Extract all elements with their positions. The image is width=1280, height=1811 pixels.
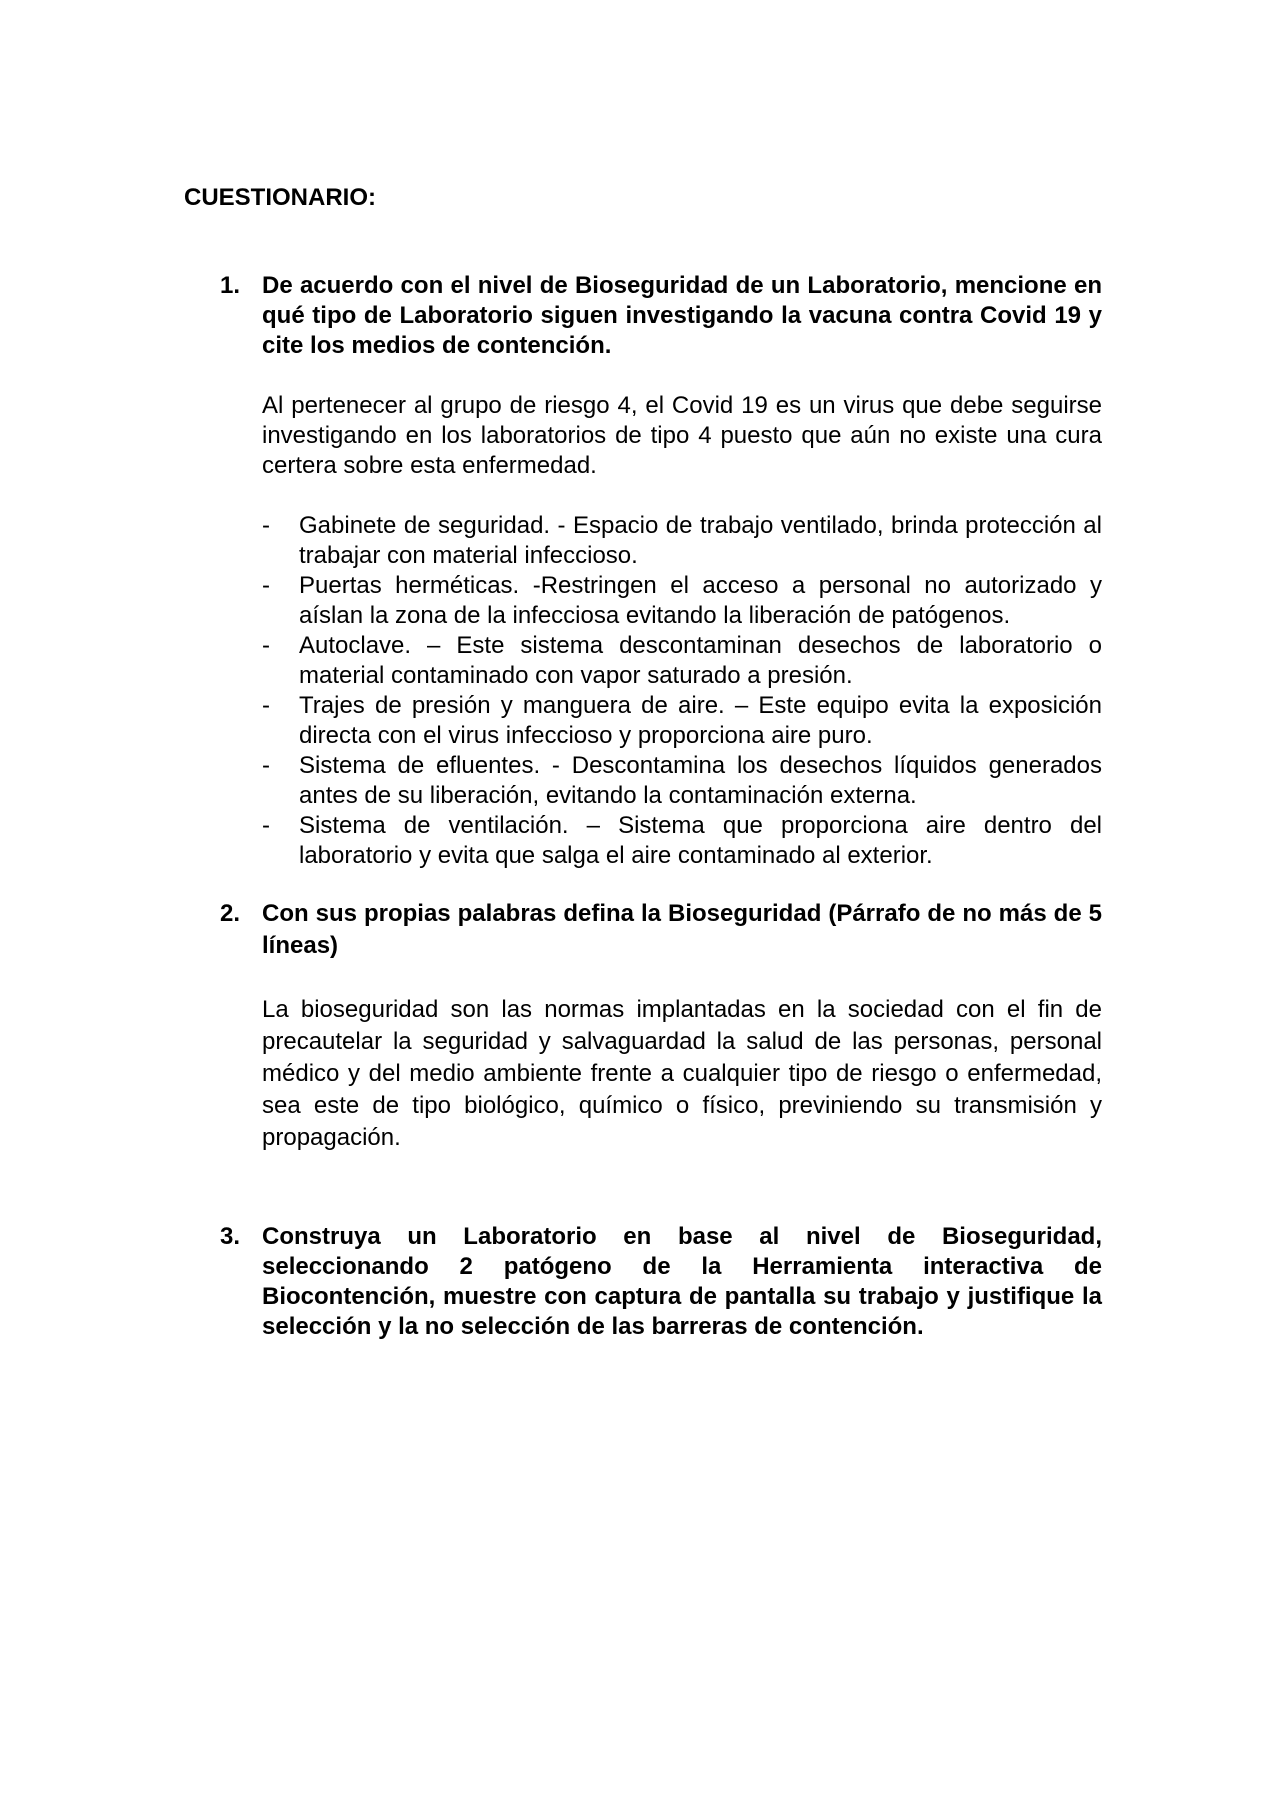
question-3 [220,1222,1102,1342]
list-item-text: Sistema de ventilación. – Sistema que proporciona aire dentro del laboratorio y evita que salga el aire contaminado al exterior. [299,812,1102,869]
question-1-answer: Al pertenecer al grupo de riesgo 4, el Covid 19 es un virus que debe seguirse investigando en los laboratorios de tipo 4 puesto que aún no existe una cura certera sobre esta enfermedad. [262,392,1102,479]
list-item [262,691,1102,751]
bullet-dash: - [262,692,270,719]
list-item-text: Sistema de efluentes. - Descontamina los desechos líquidos generados antes de su liberación, evitando la contaminación externa. [299,752,1102,809]
list-item-text: Gabinete de seguridad. - Espacio de trabajo ventilado, brinda protección al trabajar con material infeccioso. [299,512,1102,569]
bullet-dash: - [262,752,270,779]
list-item [262,571,1102,631]
question-1 [220,271,1102,871]
question-2-text: Con sus propias palabras defina la Bioseguridad (Párrafo de no más de 5 líneas) [262,900,1102,959]
list-item-text: Trajes de presión y manguera de aire. – Este equipo evita la exposición directa con el virus infeccioso y proporciona aire puro. [299,692,1102,749]
bullet-dash: - [262,632,270,659]
question-2-answer: La bioseguridad son las normas implantadas en la sociedad con el fin de precautelar la seguridad y salvaguardad la salud de las personas, personal médico y del medio ambiente frente a cualquier tipo de riesgo o enfermedad, sea este de tipo biológico, químico o físico, previniendo su transmisión y propagación. [262,996,1102,1151]
question-1-title [220,271,1102,361]
bullet-dash: - [262,512,270,539]
question-2-title [220,898,1102,962]
question-3-number: 3. [220,1223,241,1250]
question-2 [220,898,1102,1154]
containment-list [220,511,1102,871]
question-2-number: 2. [220,900,241,927]
question-1-text: De acuerdo con el nivel de Bioseguridad de un Laboratorio, mencione en qué tipo de Laboratorio siguen investigando la vacuna contra Covid 19 y cite los medios de contención. [262,272,1102,359]
question-3-title [220,1222,1102,1342]
question-3-text: Construya un Laboratorio en base al nivel de Bioseguridad, seleccionando 2 patógeno de la Herramienta interactiva de Biocontención, muestre con captura de pantalla su trabajo y justifique la selección y la no selección de las barreras de contención. [262,1223,1102,1340]
document-heading: CUESTIONARIO: [184,184,376,211]
list-item [262,751,1102,811]
list-item-text: Puertas herméticas. -Restringen el acceso a personal no autorizado y aíslan la zona de la infecciosa evitando la liberación de patógenos. [299,572,1102,629]
bullet-dash: - [262,572,270,599]
list-item [262,811,1102,871]
list-item-text: Autoclave. – Este sistema descontaminan desechos de laboratorio o material contaminado con vapor saturado a presión. [299,632,1102,689]
question-1-number: 1. [220,272,241,299]
bullet-dash: - [262,812,270,839]
list-item [262,631,1102,691]
list-item [262,511,1102,571]
